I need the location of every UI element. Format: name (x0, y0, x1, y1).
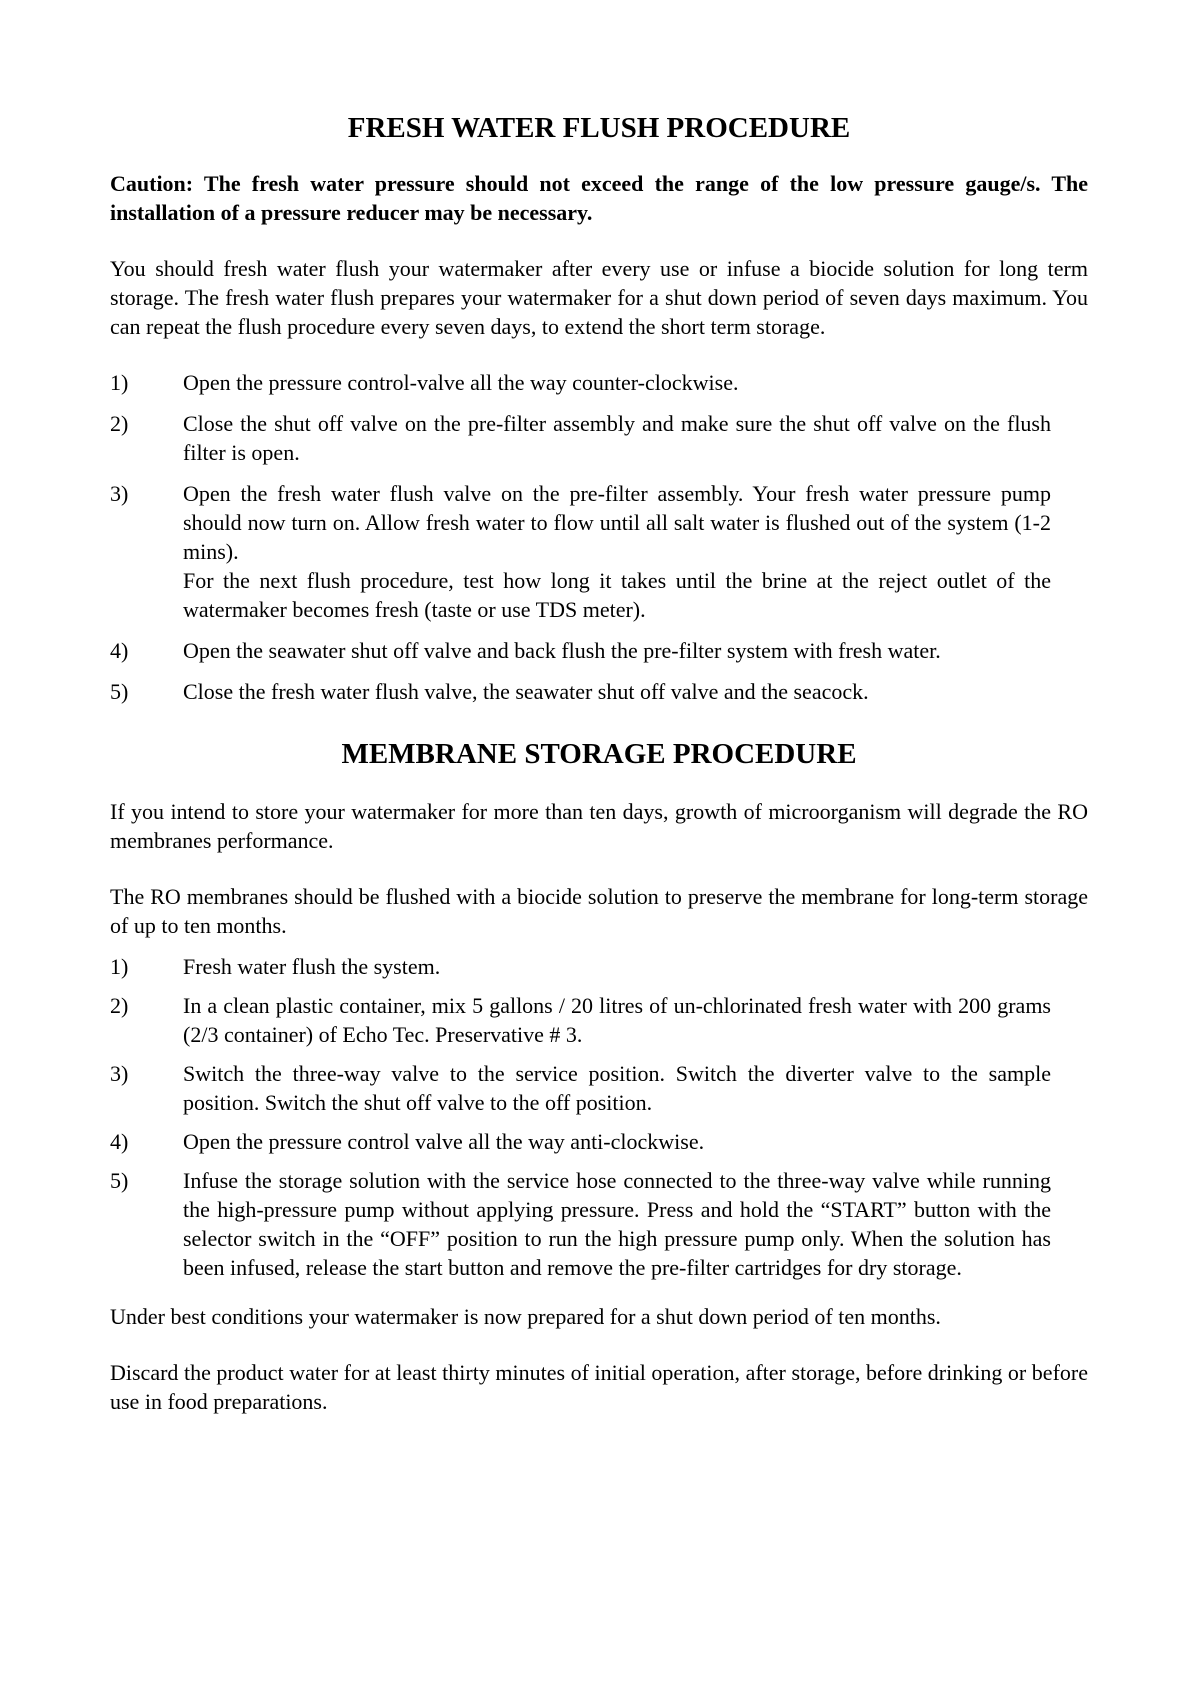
step-number: 2) (110, 993, 129, 1018)
membrane-storage-title: MEMBRANE STORAGE PROCEDURE (341, 738, 857, 770)
step-number: 2) (110, 411, 129, 436)
step-text: Close the shut off valve on the pre-filter assembly and make sure the shut off valve on the flush filter is open. (183, 411, 1051, 465)
list-item (110, 636, 1088, 665)
step-number: 4) (110, 638, 129, 663)
list-item (110, 991, 1088, 1049)
membrane-para-2: The RO membranes should be flushed with a biocide solution to preserve the membrane for long-term storage of up to ten months. (110, 884, 1088, 938)
list-item (110, 479, 1088, 624)
list-item (110, 677, 1088, 706)
membrane-storage-steps (110, 952, 1088, 1282)
fresh-flush-steps (110, 368, 1088, 706)
step-text: In a clean plastic container, mix 5 gallons / 20 litres of un-chlorinated fresh water with 200 grams (2/3 container) of Echo Tec. Preservative # 3. (183, 993, 1051, 1047)
step-number: 5) (110, 679, 129, 704)
list-item (110, 1059, 1088, 1117)
step-subtext: For the next flush procedure, test how long it takes until the brine at the reject outlet of the watermaker becomes fresh (taste or use TDS meter). (183, 568, 1051, 622)
closing-para-2: Discard the product water for at least thirty minutes of initial operation, after storage, before drinking or before use in food preparations. (110, 1360, 1088, 1414)
closing-para-1: Under best conditions your watermaker is now prepared for a shut down period of ten months. (110, 1304, 941, 1329)
step-number: 5) (110, 1168, 129, 1193)
list-item (110, 409, 1088, 467)
fresh-flush-intro: You should fresh water flush your watermaker after every use or infuse a biocide solution for long term storage. The fresh water flush prepares your watermaker for a shut down period of seven days maximum. You can repeat the flush procedure every seven days, to extend the short term storage. (110, 256, 1088, 339)
list-item (110, 1166, 1088, 1282)
membrane-para-1: If you intend to store your watermaker for more than ten days, growth of microorganism will degrade the RO membranes performance. (110, 799, 1088, 853)
list-item (110, 368, 1088, 397)
step-text: Switch the three-way valve to the service position. Switch the diverter valve to the sample position. Switch the shut off valve to the off position. (183, 1061, 1051, 1115)
step-text: Open the fresh water flush valve on the pre-filter assembly. Your fresh water pressure pump should now turn on. Allow fresh water to flow until all salt water is flushed out of the system (1-2 mins). (183, 481, 1051, 564)
list-item (110, 952, 1088, 981)
fresh-flush-title: FRESH WATER FLUSH PROCEDURE (347, 112, 851, 144)
step-text: Open the pressure control valve all the way anti-clockwise. (183, 1129, 705, 1154)
step-number: 3) (110, 1061, 129, 1086)
step-number: 3) (110, 481, 129, 506)
step-number: 1) (110, 370, 129, 395)
step-text: Open the pressure control-valve all the way counter-clockwise. (183, 370, 739, 395)
step-text: Open the seawater shut off valve and back flush the pre-filter system with fresh water. (183, 638, 941, 663)
step-text: Fresh water flush the system. (183, 954, 441, 979)
step-number: 4) (110, 1129, 129, 1154)
step-text: Infuse the storage solution with the service hose connected to the three-way valve while running the high-pressure pump without applying pressure. Press and hold the “START” button with the selector switch in the “OFF” position to run the high pressure pump only. When the solution has been infused, release the start button and remove the pre-filter cartridges for dry storage. (183, 1168, 1051, 1280)
step-text: Close the fresh water flush valve, the seawater shut off valve and the seacock. (183, 679, 869, 704)
step-number: 1) (110, 954, 129, 979)
list-item (110, 1127, 1088, 1156)
caution-note: Caution: The fresh water pressure should not exceed the range of the low pressure gauge/s. The installation of a pressure reducer may be necessary. (110, 171, 1088, 225)
